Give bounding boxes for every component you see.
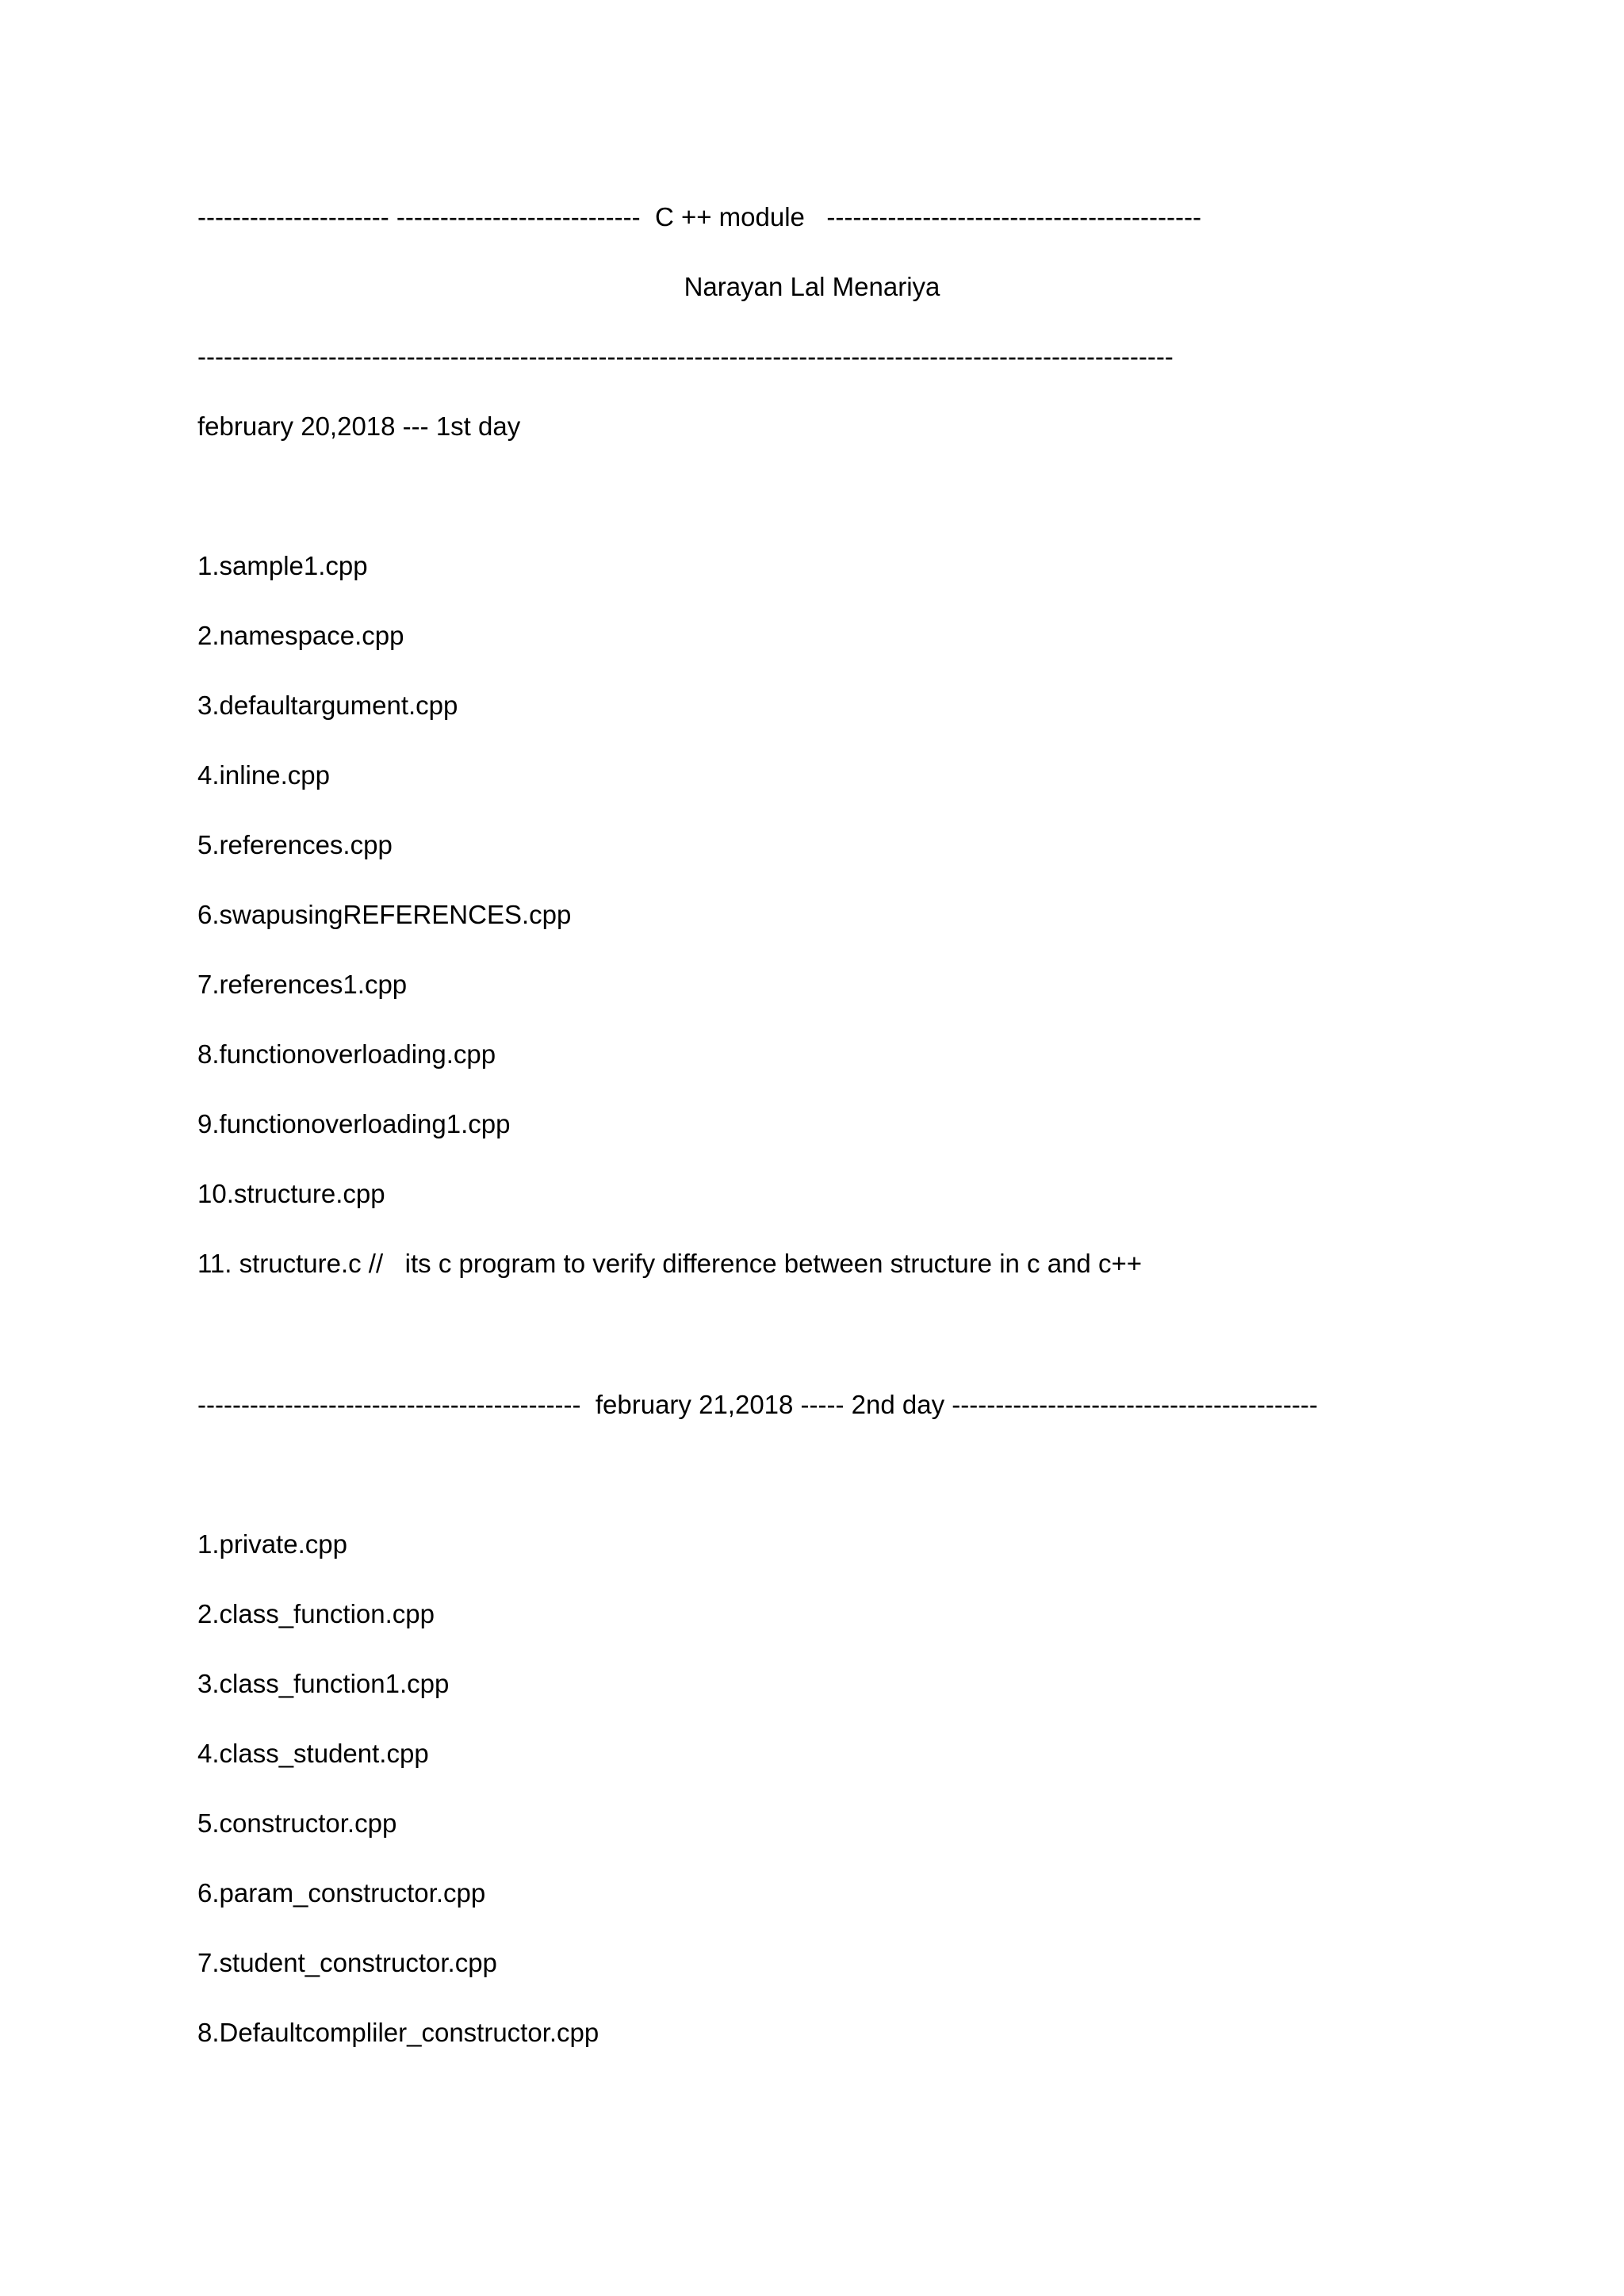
list-item: 8.functionoverloading.cpp [197,1039,496,1069]
header-divider: ---------------------------------------------------------------------------------------------------------------- [197,342,1174,371]
list-item: 6.swapusingREFERENCES.cpp [197,900,572,929]
list-item: 7.references1.cpp [197,970,408,999]
list-item: 7.student_constructor.cpp [197,1948,497,1977]
list-item: 5.references.cpp [197,830,393,859]
list-item: 2.namespace.cpp [197,621,404,650]
day2-file-list [197,1529,599,2087]
day2-heading: -------------------------------------------- february 21,2018 ----- 2nd day ------------------------------------------ [197,1390,1318,1419]
list-item: 3.class_function1.cpp [197,1669,450,1698]
list-item: 10.structure.cpp [197,1179,385,1208]
list-item: 1.private.cpp [197,1529,347,1559]
list-item: 11. structure.c // its c program to verify difference between structure in c and c++ [197,1249,1142,1278]
list-item: 6.param_constructor.cpp [197,1878,486,1908]
author-name: Narayan Lal Menariya [684,272,940,301]
list-item: 8.Defaultcompliler_constructor.cpp [197,2018,599,2047]
list-item: 9.functionoverloading1.cpp [197,1109,511,1138]
list-item: 4.inline.cpp [197,760,330,790]
title-rule: ---------------------- ---------------------------- C ++ module ------------------------------------------- [197,202,1201,232]
list-item: 2.class_function.cpp [197,1599,435,1628]
list-item: 3.defaultargument.cpp [197,691,458,720]
list-item: 1.sample1.cpp [197,551,368,580]
list-item: 4.class_student.cpp [197,1739,429,1768]
day1-heading: february 20,2018 --- 1st day [197,411,521,441]
list-item: 5.constructor.cpp [197,1808,397,1838]
day1-file-list [197,550,1142,1318]
